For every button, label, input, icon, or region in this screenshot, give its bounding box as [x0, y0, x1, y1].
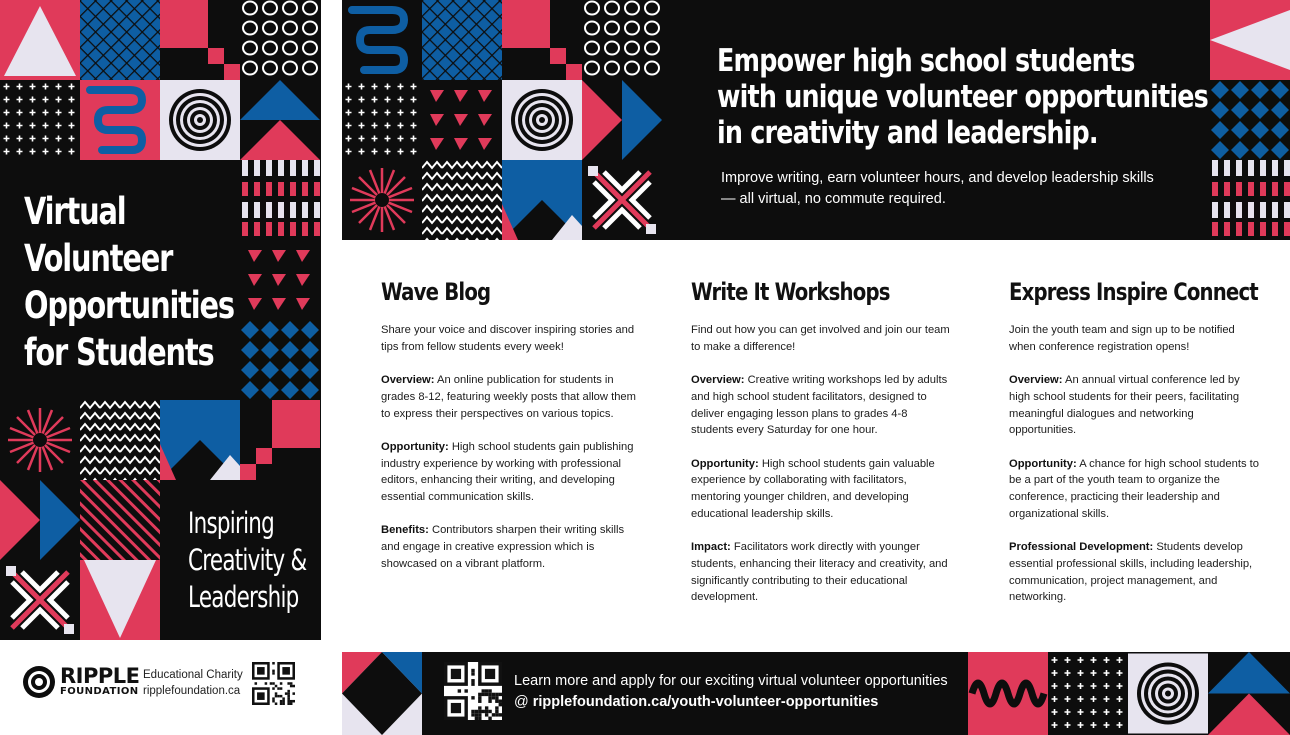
program-section	[691, 456, 951, 523]
program-section	[691, 539, 951, 606]
zigzag-tile	[80, 400, 160, 480]
section-text: Facilitators work directly with younger students, enhancing their literacy and creativity, and significantly contributing to their educational development.	[691, 541, 948, 604]
bars-tile	[240, 160, 320, 240]
mountain-tile	[160, 400, 240, 480]
program-section	[1009, 456, 1259, 523]
section-label: Overview:	[691, 374, 745, 387]
diagonal-tile	[80, 480, 160, 560]
diamond-tile	[240, 320, 320, 400]
banner-headline	[717, 43, 1225, 151]
section-label: Impact:	[691, 541, 731, 554]
target-tile	[1128, 652, 1208, 735]
plus-tile	[342, 80, 422, 160]
brand-name: RIPPLE	[60, 664, 140, 688]
section-label: Opportunity:	[691, 457, 759, 470]
title-line: for Students	[24, 331, 214, 374]
poster-panel	[0, 0, 321, 640]
burst-tile	[0, 400, 80, 480]
arrow-tile	[0, 480, 80, 560]
crosshatch-tile	[80, 0, 160, 80]
program-title: Wave Blog	[381, 278, 491, 306]
cta-link[interactable]: ripplefoundation.ca/youth-volunteer-opportunities	[532, 694, 879, 710]
program-section	[381, 372, 641, 422]
section-label: Opportunity:	[381, 440, 449, 453]
arrow-tile	[582, 80, 662, 160]
program-column-write-it-workshops	[691, 278, 951, 623]
section-label: Opportunity:	[1009, 457, 1077, 470]
section-label: Benefits:	[381, 524, 429, 537]
org-url[interactable]: ripplefoundation.ca	[143, 685, 241, 697]
ripple-target-icon	[22, 665, 56, 699]
x-tile	[582, 160, 662, 240]
poster-title	[24, 188, 234, 376]
brand-sub: FOUNDATION	[60, 686, 139, 697]
mountain-tile	[502, 160, 582, 240]
program-title: Write It Workshops	[691, 278, 890, 306]
section-text: Contributors sharpen their writing skills and engage in creative expression which is showcased on a vibrant platform.	[381, 524, 625, 570]
zigzag-tile	[422, 160, 502, 240]
program-column-wave-blog	[381, 278, 641, 589]
squiggle-tile	[968, 652, 1048, 735]
step-tile	[160, 0, 240, 80]
cta-prefix: @	[514, 694, 533, 710]
org-type: Educational Charity	[143, 669, 243, 681]
step-tile	[240, 400, 320, 480]
circles-tile	[582, 0, 662, 80]
program-section	[381, 439, 641, 506]
banner-subline: Improve writing, earn volunteer hours, and develop leadership skills — all virtual, no commute required.	[721, 170, 1154, 207]
program-title: Express Inspire Connect	[1009, 278, 1258, 306]
cta-text: Learn more and apply for our exciting virtual volunteer opportunities	[514, 673, 948, 689]
section-text: High school students gain valuable experience by collaborating with facilitators, mentoring younger children, and developing educational leadership skills.	[691, 457, 935, 520]
poster-tagline	[188, 505, 321, 616]
tagline-line: Inspiring	[188, 506, 275, 540]
target-tile	[160, 80, 240, 160]
title-line: Opportunities	[24, 284, 234, 327]
blue-triangle-tile	[240, 80, 320, 160]
section-label: Overview:	[381, 374, 435, 387]
program-intro: Share your voice and discover inspiring stories and tips from fellow students every week!	[381, 324, 635, 353]
chevron-tile	[422, 80, 502, 160]
title-line: Virtual	[24, 190, 126, 233]
blue-triangle-tile	[1208, 652, 1290, 735]
target-tile	[502, 80, 582, 160]
program-section	[691, 372, 951, 439]
headline-line: with unique volunteer opportunities	[717, 79, 1209, 115]
section-text: High school students gain publishing industry experience by working with professional editors, enhancing their writing, and developing essential communication skills.	[381, 440, 634, 503]
bars-tile	[1210, 160, 1290, 240]
tagline-line: Creativity &	[188, 543, 307, 577]
program-intro: Join the youth team and sign up to be notified when conference registration opens!	[1009, 324, 1235, 353]
arrow-tile	[342, 652, 422, 735]
headline-line: Empower high school students	[717, 43, 1135, 79]
squiggle-tile	[80, 80, 160, 160]
chevron-tile	[240, 240, 320, 320]
section-text: Creative writing workshops led by adults and high school student facilitators, designed to deliver engaging lesson plans to grades 4-8 students every Saturday for one hour.	[691, 374, 948, 437]
burst-tile	[342, 160, 422, 240]
plus-tile	[1048, 652, 1128, 735]
section-text: Students develop essential professional skills, including leadership, communication, project management, and networking.	[1009, 541, 1253, 604]
triangle-tile	[0, 0, 80, 80]
plus-tile	[0, 80, 80, 160]
section-text: A chance for high school students to be a part of the youth team to organize the conference, practicing their leadership and organizational skills.	[1009, 457, 1259, 520]
program-section	[381, 522, 641, 572]
program-column-express-inspire-connect	[1009, 278, 1259, 623]
tagline-line: Leadership	[188, 580, 299, 614]
section-text: An online publication for students in grades 8-12, featuring weekly posts that allow them to express their perspectives on various topics.	[381, 374, 636, 420]
program-section	[1009, 372, 1259, 439]
section-text: An annual virtual conference led by high school students for their peers, facilitating meaningful dialogues and networking opportunities.	[1009, 374, 1240, 437]
crosshatch-tile	[422, 0, 502, 80]
cta-link-line	[514, 694, 878, 710]
step-tile	[502, 0, 582, 80]
title-line: Volunteer	[24, 237, 173, 280]
squiggle-tile	[342, 0, 422, 80]
section-label: Professional Development:	[1009, 541, 1154, 554]
program-section	[1009, 539, 1259, 606]
x-tile	[0, 560, 80, 640]
qr-code-icon[interactable]	[444, 662, 502, 720]
qr-code-icon[interactable]	[252, 662, 295, 705]
program-intro: Find out how you can get involved and join our team to make a difference!	[691, 324, 950, 353]
headline-line: in creativity and leadership.	[717, 115, 1098, 151]
inverted-triangle-tile	[80, 560, 160, 640]
section-label: Overview:	[1009, 374, 1063, 387]
circles-tile	[240, 0, 320, 80]
